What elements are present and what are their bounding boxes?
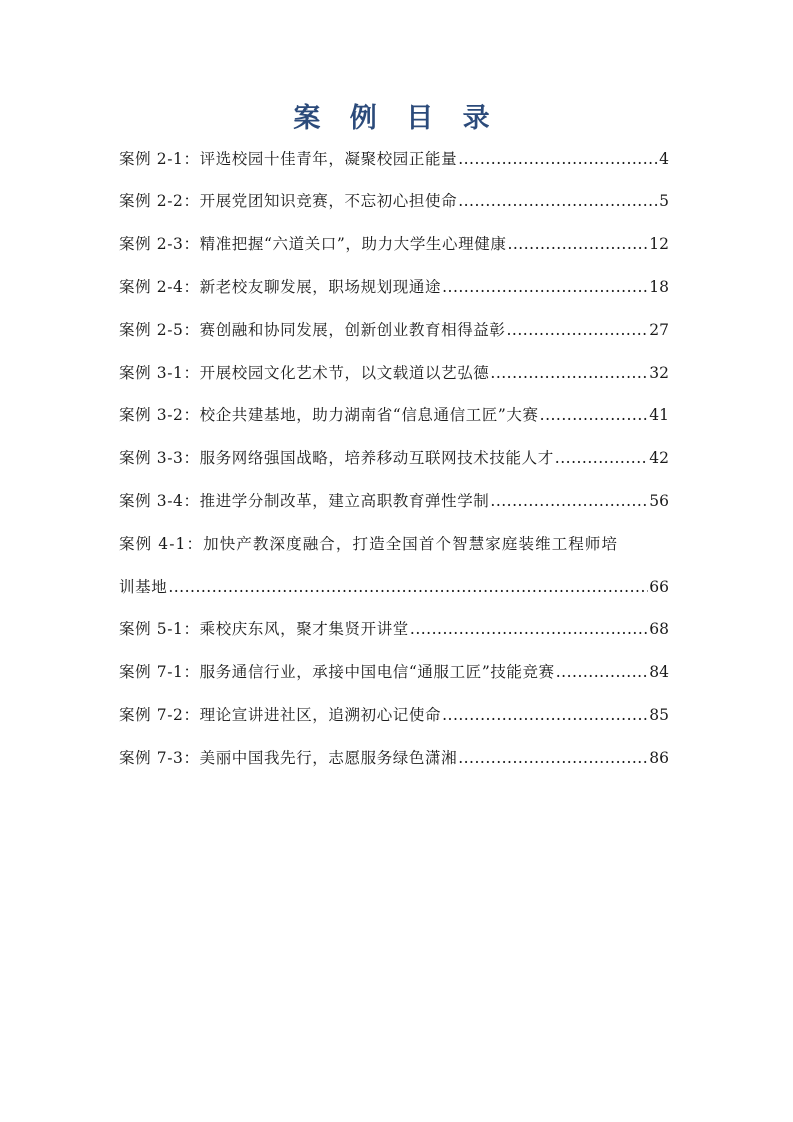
toc-entry[interactable]: [119, 181, 669, 224]
toc-leader: [490, 494, 648, 510]
toc-entry-label: 案例 3-4：推进学分制改革，建立高职教育弹性学制: [119, 492, 490, 511]
toc-title: 案 例 目 录: [293, 103, 500, 134]
toc-entry[interactable]: [119, 438, 669, 481]
toc-leader: [458, 751, 648, 767]
toc-entry[interactable]: [119, 309, 669, 352]
toc-page-number: 85: [649, 706, 669, 724]
toc-entry[interactable]: [119, 395, 669, 438]
toc-page-number: 84: [649, 663, 669, 682]
toc-page-number: 42: [649, 449, 669, 468]
toc-entry[interactable]: [119, 480, 669, 523]
toc-entry-label: 案例 2-4：新老校友聊发展，职场规划现通途: [119, 278, 442, 297]
toc-entry[interactable]: [119, 266, 669, 309]
toc-entry-label-continued: 训基地: [119, 577, 168, 596]
toc-page-number: 86: [649, 748, 669, 767]
toc-entry[interactable]: [119, 652, 669, 695]
toc-leader: [458, 152, 658, 168]
toc-entry-label: 案例 7-3：美丽中国我先行，志愿服务绿色潇湘: [119, 748, 458, 767]
toc-page-number: 18: [649, 278, 669, 297]
toc-leader: [168, 580, 648, 596]
toc-page-number: 12: [649, 235, 669, 254]
toc-leader: [556, 665, 649, 681]
toc-entry-label: 案例 2-3：精准把握“六道关口”，助力大学生心理健康: [119, 235, 507, 254]
toc-page-number: 5: [659, 192, 669, 211]
toc-leader: [458, 194, 658, 210]
toc-entry-label: 案例 2-1：评选校园十佳青年，凝聚校园正能量: [119, 149, 458, 168]
toc-entry-label: 案例 7-2：理论宣讲进社区，追溯初心记使命: [119, 706, 442, 724]
toc-page-number: 66: [649, 577, 669, 596]
toc-leader: [442, 280, 648, 296]
toc-entry-label: 案例 4-1：加快产教深度融合，打造全国首个智慧家庭装维工程师培: [119, 534, 619, 553]
toc-leader: [507, 323, 649, 339]
toc-entry[interactable]: [119, 138, 669, 181]
toc-page-number: 41: [649, 406, 669, 425]
toc-leader: [555, 451, 648, 467]
toc-page-number: 27: [649, 320, 669, 339]
table-of-contents: [119, 138, 669, 780]
toc-page-number: 56: [649, 492, 669, 511]
toc-entry[interactable]: [119, 694, 669, 737]
toc-entry[interactable]: [119, 609, 669, 652]
toc-leader: [442, 708, 648, 724]
toc-leader: [507, 237, 648, 253]
toc-entry[interactable]: [119, 224, 669, 267]
toc-leader: [410, 622, 648, 638]
toc-entry-label: 案例 2-2：开展党团知识竞赛，不忘初心担使命: [119, 192, 458, 211]
toc-entry-label: 案例 7-1：服务通信行业，承接中国电信“通服工匠”技能竞赛: [119, 663, 555, 682]
toc-entry-label: 案例 2-5：赛创融和协同发展，创新创业教育相得益彰: [119, 320, 506, 339]
toc-entry[interactable]: [119, 352, 669, 395]
toc-entry-label: 案例 3-1：开展校园文化艺术节，以文载道以艺弘德: [119, 363, 490, 382]
toc-leader: [540, 408, 649, 424]
toc-entry-label: 案例 3-3：服务网络强国战略，培养移动互联网技术技能人才: [119, 449, 554, 468]
toc-entry-label: 案例 5-1：乘校庆东风，聚才集贤开讲堂: [119, 620, 409, 639]
toc-entry[interactable]: [119, 523, 669, 566]
toc-entry[interactable]: [119, 737, 669, 780]
toc-page-number: 32: [649, 363, 669, 382]
toc-page-number: 4: [659, 149, 669, 168]
toc-page-number: 68: [649, 620, 669, 639]
toc-entry-label: 案例 3-2：校企共建基地，助力湖南省“信息通信工匠”大赛: [119, 406, 539, 425]
toc-leader: [490, 366, 648, 382]
toc-entry-continuation[interactable]: [119, 566, 669, 609]
